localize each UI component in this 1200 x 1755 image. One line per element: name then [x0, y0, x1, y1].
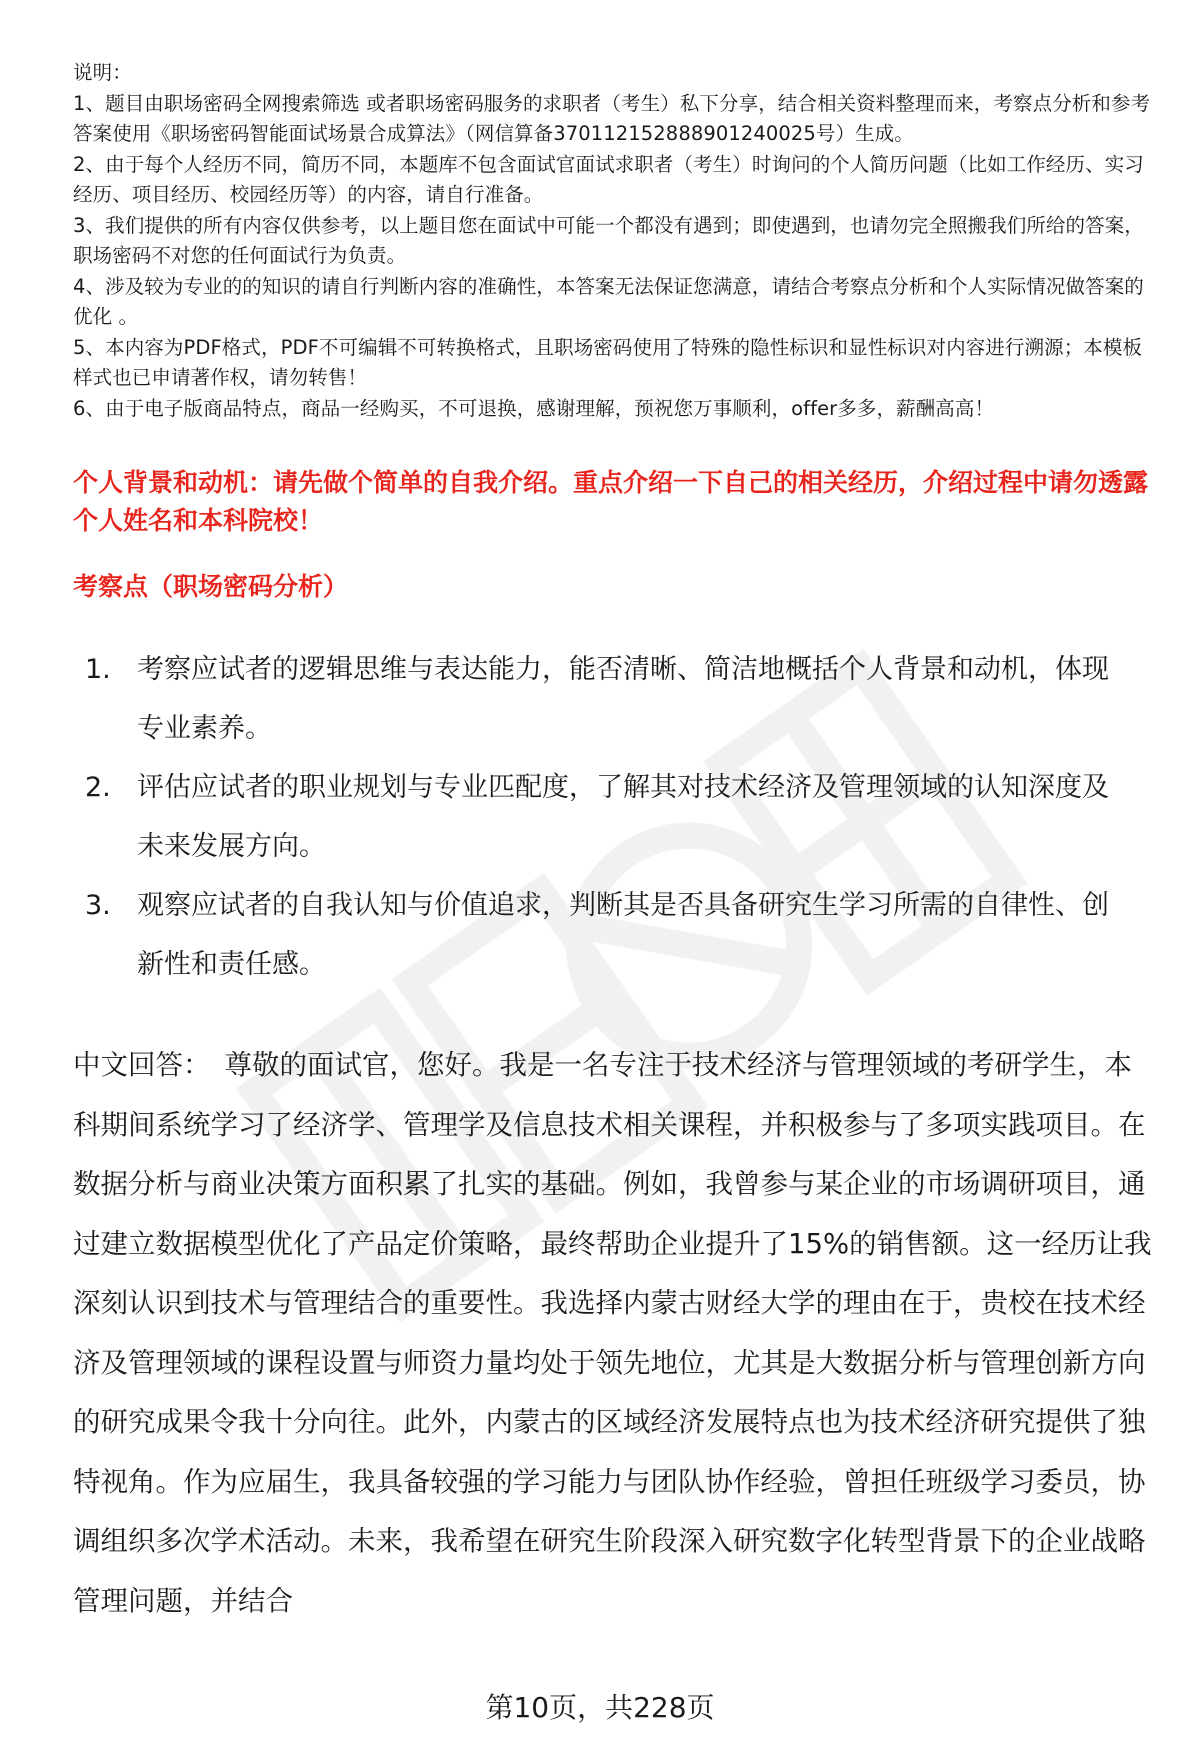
notice-item-1: 1、题目由职场密码全网搜索筛选 或者职场密码服务的求职者（考生）私下分享，结合相关资料整理而来，考察点分析和参考答案使用《职场密码智能面试场景合成算法》（网信算备370112152888901240025号）生成。	[73, 91, 1151, 145]
question-title: 个人背景和动机：请先做个简单的自我介绍。重点介绍一下自己的相关经历，介绍过程中请勿透露个人姓名和本科院校！	[73, 468, 1149, 535]
notice-heading: 说明：	[73, 61, 132, 84]
notice-item-5: 5、本内容为PDF格式，PDF不可编辑不可转换格式，且职场密码使用了特殊的隐性标识和显性标识对内容进行溯源；本模板样式也已申请著作权，请勿转售！	[73, 335, 1143, 389]
notice-block	[73, 58, 1153, 424]
point-text: 考察应试者的逻辑思维与表达能力，能否清晰、简洁地概括个人背景和动机，体现专业素养。	[137, 654, 1109, 744]
analysis-point	[73, 876, 1153, 994]
point-number: 3.	[85, 890, 111, 921]
analysis-title: 考察点（职场密码分析）	[73, 572, 349, 601]
notice-item-2: 2、由于每个人经历不同，简历不同，本题库不包含面试官面试求职者（考生）时询问的个人简历问题（比如工作经历、实习经历、项目经历、校园经历等）的内容，请自行准备。	[73, 152, 1144, 206]
answer-text: 尊敬的面试官，您好。我是一名专注于技术经济与管理领域的考研学生，本科期间系统学习了经济学、管理学及信息技术相关课程，并积极参与了多项实践项目。在数据分析与商业决策方面积累了扎实的基础。例如，我曾参与某企业的市场调研项目，通过建立数据模型优化了产品定价策略，最终帮助企业提升了15%的销售额。这一经历让我深刻认识到技术与管理结合的重要性。我选择内蒙古财经大学的理由在于，贵校在技术经济及管理领域的课程设置与师资力量均处于领先地位，尤其是大数据分析与管理创新方向的研究成果令我十分向往。此外，内蒙古的区域经济发展特点也为技术经济研究提供了独特视角。作为应届生，我具备较强的学习能力与团队协作经验，曾担任班级学习委员，协调组织多次学术活动。未来，我希望在研究生阶段深入研究数字化转型背景下的企业战略管理问题，并结合	[73, 1049, 1152, 1617]
analysis-point	[73, 640, 1153, 758]
answer-paragraph	[73, 1036, 1153, 1631]
notice-item-6: 6、由于电子版商品特点，商品一经购买，不可退换，感谢理解，预祝您万事顺利，offer多多，薪酬高高！	[73, 396, 995, 420]
page-number: 第10页，共228页	[485, 1691, 715, 1724]
document-body	[73, 58, 1153, 1631]
analysis-points	[73, 640, 1153, 994]
point-text: 观察应试者的自我认知与价值追求，判断其是否具备研究生学习所需的自律性、创新性和责任感。	[137, 890, 1109, 980]
point-number: 1.	[85, 654, 111, 685]
answer-label: 中文回答：	[73, 1049, 211, 1081]
notice-item-3: 3、我们提供的所有内容仅供参考，以上题目您在面试中可能一个都没有遇到；即使遇到，也请勿完全照搬我们所给的答案，职场密码不对您的任何面试行为负责。	[73, 213, 1144, 267]
point-text: 评估应试者的职业规划与专业匹配度，了解其对技术经济及管理领域的认知深度及未来发展方向。	[137, 772, 1109, 862]
notice-item-4: 4、涉及较为专业的的知识的请自行判断内容的准确性，本答案无法保证您满意，请结合考察点分析和个人实际情况做答案的优化 。	[73, 274, 1144, 328]
analysis-point	[73, 758, 1153, 876]
point-number: 2.	[85, 772, 111, 803]
